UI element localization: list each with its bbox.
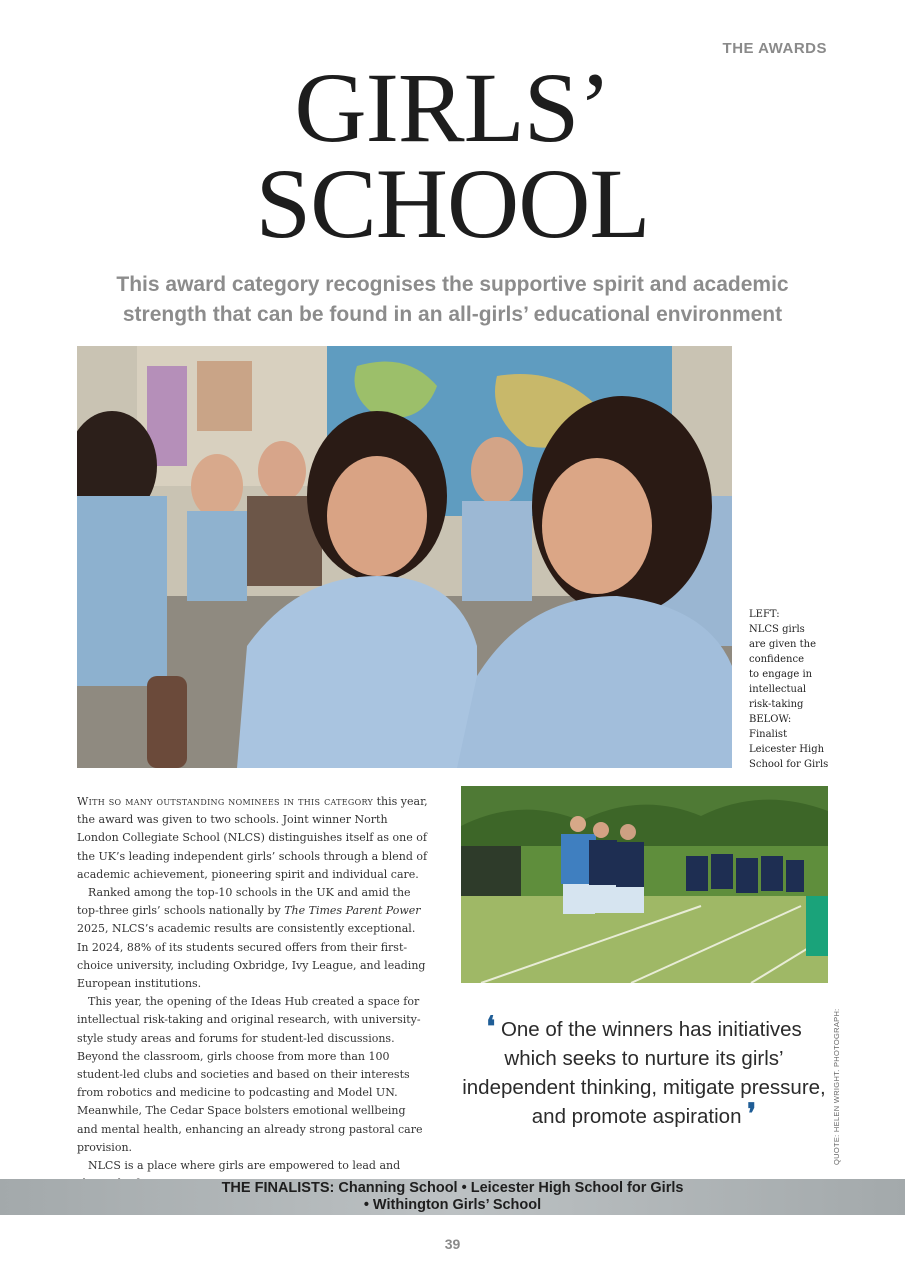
caption-line: are given the: [749, 639, 817, 650]
article-p2-after: 2025, NLCS’s academic results are consistently exceptional. In 2024, 88% of its students secured offers from their first-choice university, including Oxbridge, Ivy League, and leading European institutions.: [77, 922, 426, 991]
caption-line: Finalist: [749, 729, 788, 740]
finalists-line-1: THE FINALISTS: Channing School • Leicester High School for Girls: [221, 1180, 684, 1196]
caption-line: School for Girls: [749, 759, 829, 770]
photo-credit: QUOTE: HELEN WRIGHT. PHOTOGRAPH:: [832, 1008, 841, 1165]
caption-line: confidence: [749, 654, 805, 665]
caption-line: risk-taking: [749, 699, 804, 710]
article-p2-before: Ranked among the top-10 schools in the UK and amid the top-three girls’ schools nationally by: [77, 886, 411, 918]
article-p1-text: this year, the award was given to two schools. Joint winner North London Collegiate School (NLCS) distinguishes itself as one of the UK’s leading independent girls’ schools through a blend of academic achievement, pioneering spirit and individual care.: [77, 795, 428, 881]
subtitle-line-1: This award category recognises the supportive spirit and academic: [116, 273, 789, 296]
subtitle-line-2: strength that can be found in an all-girls’ educational environment: [122, 303, 783, 326]
article-paragraph-3: This year, the opening of the Ideas Hub created a space for intellectual risk-taking and original research, with university-style study areas and forums for student-led discussions. Beyond the classroom, girls choose from more than 100 student-led clubs and societies and based on their interests from robotics and medicine to podcasting and Model UN. Meanwhile, The Cedar Space bolsters emotional wellbeing and mental health, enhancing an already strong pastoral care provision.: [77, 995, 423, 1154]
open-quote-icon: ❛: [486, 1012, 496, 1043]
finalists-line-2: • Withington Girls’ School: [363, 1197, 542, 1213]
caption-line: intellectual: [749, 684, 807, 695]
article-body: [77, 793, 429, 1193]
page-title: [0, 52, 905, 259]
caption-line: NLCS girls: [749, 624, 805, 635]
title-line-2: SCHOOL: [255, 148, 650, 259]
title-line-1: GIRLS’: [294, 52, 611, 163]
article-paragraph-4: NLCS is a place where girls are empowered to lead and: [88, 1159, 401, 1173]
section-label: THE AWARDS: [722, 40, 827, 57]
hero-photo: [77, 346, 732, 768]
finalists-band: [0, 1179, 905, 1215]
publication-title: The Times Parent Power: [284, 904, 421, 918]
page-number: 39: [444, 1236, 461, 1252]
hero-photo-illustration: [77, 346, 732, 768]
subtitle: [60, 270, 845, 330]
second-photo-illustration: [461, 786, 828, 983]
caption-line: LEFT:: [749, 609, 780, 620]
caption-line: BELOW:: [749, 714, 792, 725]
photo-caption: [749, 607, 839, 772]
caption-line: to engage in: [749, 669, 813, 680]
pull-quote-text: One of the winners has initiatives which seeks to nurture its girls’ independent thinking, mitigate pressure, and promote aspiration: [462, 1018, 826, 1128]
pull-quote: [462, 1012, 826, 1131]
caption-line: Leicester High: [749, 744, 825, 755]
article-paragraph-1: [77, 793, 429, 884]
second-photo: [461, 786, 828, 983]
close-quote-icon: ❜: [747, 1099, 757, 1130]
article-lead-in: With so many outstanding nominees in this category: [77, 795, 374, 808]
article-paragraph-2: [77, 884, 429, 993]
